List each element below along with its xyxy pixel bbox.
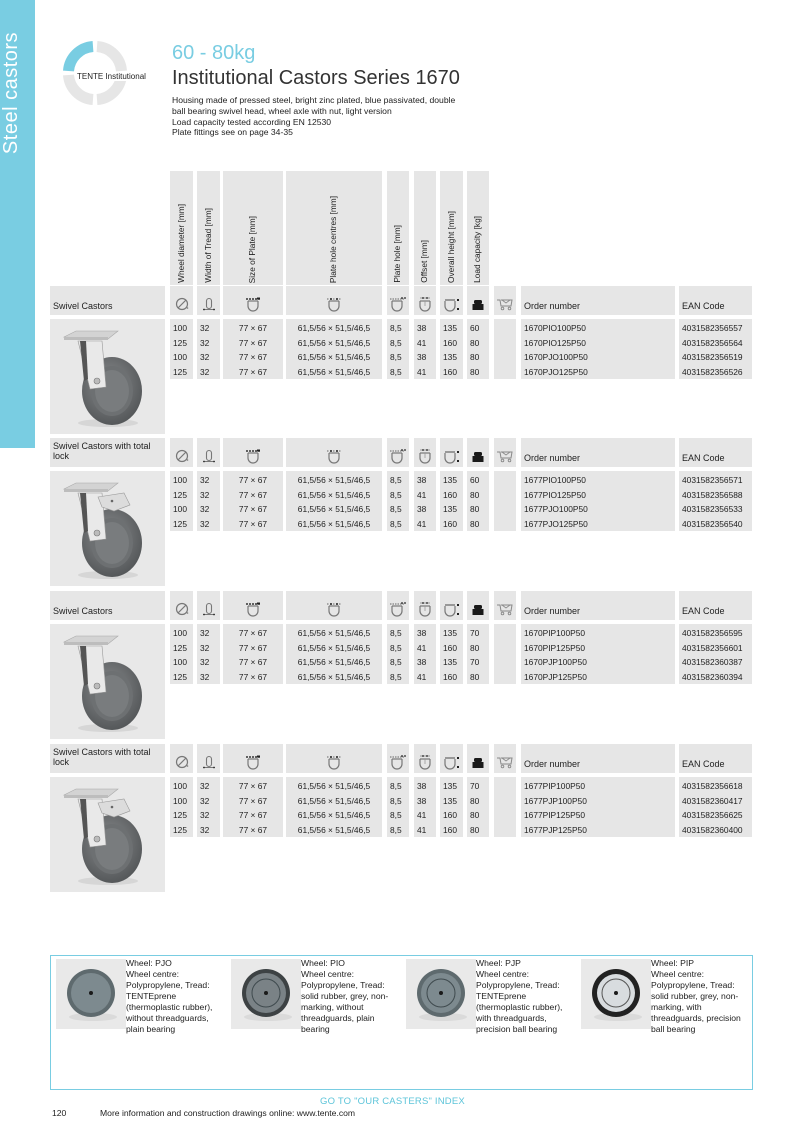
- column-header-label: Plate hole [mm]: [392, 225, 402, 283]
- plate-hole-icon: [389, 296, 407, 316]
- tread-width-value: 32: [200, 337, 210, 348]
- plate-size-value: 77 × 67: [238, 504, 268, 514]
- column-header-label: Plate hole centres [mm]: [328, 195, 338, 283]
- load-capacity-icon: [472, 296, 484, 315]
- plate-hole-value: 8,5: [390, 642, 402, 653]
- wheel-description-line: Polypropylene, Tread:: [126, 980, 210, 990]
- plate-size-value: 77 × 67: [238, 323, 268, 333]
- ean-code-header: EAN Code: [682, 606, 725, 616]
- plate-size-value: 77 × 67: [238, 781, 268, 791]
- wheel-diameter-value: 125: [173, 489, 187, 500]
- plate-hole-value: 8,5: [390, 628, 402, 638]
- goto-casters-index-link[interactable]: GO TO "OUR CASTERS" INDEX: [320, 1096, 465, 1107]
- plate-size-icon: [244, 754, 262, 774]
- wheel-pio-image: [231, 959, 301, 1029]
- wheel-diameter-value: 100: [173, 628, 187, 638]
- wheel-type-label: Wheel: PIO: [301, 958, 345, 968]
- plate-hole-value: 8,5: [390, 518, 402, 529]
- wheel-diameter-value: 125: [173, 518, 187, 529]
- load-capacity-value: 80: [470, 642, 480, 653]
- section-label: Swivel Castors: [53, 301, 113, 311]
- load-capacity-value: 60: [470, 475, 480, 485]
- data-column-cell: [494, 777, 516, 837]
- load-capacity-value: 70: [470, 628, 480, 638]
- offset-value: 38: [417, 795, 427, 806]
- ean-code-header: EAN Code: [682, 301, 725, 311]
- page-title: Institutional Castors Series 1670: [172, 67, 460, 89]
- tread-width-value: 32: [200, 352, 210, 362]
- overall-height-value: 160: [443, 366, 457, 377]
- wheel-diameter-value: 100: [173, 781, 187, 791]
- plate-hole-centres-value: 61,5/56 × 51,5/46,5: [297, 352, 371, 362]
- column-header-label: Offset [mm]: [419, 240, 429, 283]
- wheel-description-line: TENTEprene: [126, 991, 177, 1001]
- order-number-value[interactable]: 1670PIP125P50: [524, 642, 586, 653]
- wheel-description-line: Wheel centre:: [476, 969, 530, 979]
- order-number-value[interactable]: 1670PJO125P50: [524, 366, 588, 377]
- ean-code-header: EAN Code: [682, 759, 725, 769]
- overall-height-value: 135: [443, 795, 457, 806]
- plate-hole-value: 8,5: [390, 352, 402, 362]
- wheel-description-line: Wheel centre:: [301, 969, 355, 979]
- load-capacity-icon: [472, 601, 484, 620]
- plate-hole-value: 8,5: [390, 337, 402, 348]
- plate-hole-value: 8,5: [390, 504, 402, 514]
- plate-hole-value: 8,5: [390, 489, 402, 500]
- plate-hole-centres-value: 61,5/56 × 51,5/46,5: [297, 795, 371, 806]
- tread-width-icon: [202, 601, 216, 620]
- plate-size-value: 77 × 67: [238, 518, 268, 529]
- overall-height-value: 135: [443, 504, 457, 514]
- plate-hole-centres-value: 61,5/56 × 51,5/46,5: [297, 824, 371, 835]
- wheel-description-line: marking, with: [651, 1002, 702, 1012]
- wheel-pjo-image: [56, 959, 126, 1029]
- column-header-label: Size of Plate [mm]: [247, 215, 257, 283]
- column-header-label: Wheel diameter [mm]: [175, 204, 186, 283]
- page-number: 120: [52, 1108, 67, 1118]
- plate-hole-centres-icon: [325, 448, 343, 468]
- wheel-description-line: threadguards, precision: [651, 1013, 741, 1023]
- overall-height-icon: [443, 754, 461, 774]
- wheel-description-line: plain bearing: [126, 1024, 176, 1034]
- column-header-label: Overall height [mm]: [445, 211, 456, 283]
- load-capacity-icon: [472, 754, 484, 773]
- order-number-value[interactable]: 1677PJP125P50: [524, 824, 587, 835]
- section-label: Swivel Castors with total lock: [53, 747, 151, 767]
- order-number-value[interactable]: 1670PJO100P50: [524, 352, 588, 362]
- wheel-description: [126, 958, 236, 1035]
- trolley-icon: [496, 754, 514, 773]
- tread-width-value: 32: [200, 671, 210, 682]
- plate-size-icon: [244, 448, 262, 468]
- plate-size-value: 77 × 67: [238, 642, 268, 653]
- wheel-type-label: Wheel: PJO: [126, 958, 172, 968]
- load-capacity-value: 70: [470, 781, 480, 791]
- overall-height-value: 160: [443, 810, 457, 820]
- wheel-description-line: TENTEprene: [476, 991, 527, 1001]
- plate-hole-value: 8,5: [390, 671, 402, 682]
- order-number-value[interactable]: 1670PIO100P50: [524, 323, 586, 333]
- offset-icon: [417, 296, 433, 316]
- wheel-diameter-value: 100: [173, 504, 187, 514]
- plate-hole-value: 8,5: [390, 810, 402, 820]
- plate-size-value: 77 × 67: [238, 352, 268, 362]
- wheel-diameter-value: 125: [173, 337, 187, 348]
- offset-value: 41: [417, 824, 427, 835]
- load-capacity-value: 80: [470, 795, 480, 806]
- section-label: Swivel Castors: [53, 606, 113, 616]
- wheel-diameter-value: 100: [173, 475, 187, 485]
- order-number-value[interactable]: 1677PJO125P50: [524, 518, 588, 529]
- offset-icon: [417, 601, 433, 621]
- plate-hole-centres-value: 61,5/56 × 51,5/46,5: [297, 657, 371, 667]
- plate-size-value: 77 × 67: [238, 671, 268, 682]
- side-tab-label: Steel castors: [0, 31, 22, 155]
- wheel-description-line: Polypropylene, Tread:: [651, 980, 735, 990]
- tread-width-value: 32: [200, 489, 210, 500]
- trolley-icon: [496, 296, 514, 315]
- weight-range: 60 - 80kg: [172, 42, 256, 64]
- ean-code-header: EAN Code: [682, 453, 725, 463]
- order-number-header: Order number: [524, 606, 581, 616]
- wheel-diameter-value: 100: [173, 352, 187, 362]
- plate-size-icon: [244, 601, 262, 621]
- offset-value: 38: [417, 628, 427, 638]
- plate-size-value: 77 × 67: [238, 366, 268, 377]
- overall-height-value: 160: [443, 518, 457, 529]
- wheel-description-line: (thermoplastic rubber),: [476, 1002, 563, 1012]
- order-number-header: Order number: [524, 301, 581, 311]
- plate-hole-value: 8,5: [390, 795, 402, 806]
- wheel-description-line: ball bearing: [651, 1024, 696, 1034]
- plate-size-icon: [244, 296, 262, 316]
- tread-width-icon: [202, 754, 216, 773]
- ean-code-value: 4031582356588: [682, 489, 743, 500]
- order-number-value[interactable]: 1677PJP100P50: [524, 795, 587, 806]
- section-label: Swivel Castors with total lock: [53, 441, 151, 461]
- ean-code-value: 4031582360394: [682, 671, 743, 682]
- order-number-value[interactable]: 1670PIP100P50: [524, 628, 586, 638]
- data-column-cell: [494, 624, 516, 684]
- load-capacity-value: 80: [470, 366, 480, 377]
- overall-height-value: 135: [443, 323, 457, 333]
- overall-height-value: 135: [443, 352, 457, 362]
- plate-hole-centres-value: 61,5/56 × 51,5/46,5: [297, 475, 371, 485]
- plate-size-value: 77 × 67: [238, 824, 268, 835]
- wheel-description-line: bearing: [301, 1024, 330, 1034]
- tread-width-value: 32: [200, 475, 210, 485]
- description-line: Housing made of pressed steel, bright zinc plated, blue passivated, double: [172, 95, 456, 105]
- order-number-value[interactable]: 1670PJP100P50: [524, 657, 587, 667]
- wheel-diameter-icon: [175, 296, 189, 315]
- plate-hole-centres-value: 61,5/56 × 51,5/46,5: [297, 366, 371, 377]
- overall-height-icon: [443, 448, 461, 468]
- plate-hole-centres-value: 61,5/56 × 51,5/46,5: [297, 337, 371, 348]
- wheel-description-line: (thermoplastic rubber),: [126, 1002, 213, 1012]
- description-line: ball bearing swivel head, wheel axle with nut, light version: [172, 105, 392, 116]
- plate-hole-centres-icon: [325, 296, 343, 316]
- wheel-diameter-icon: [175, 448, 189, 467]
- plate-hole-value: 8,5: [390, 781, 402, 791]
- order-number-header: Order number: [524, 759, 581, 769]
- load-capacity-value: 80: [470, 671, 480, 682]
- order-number-value[interactable]: 1670PIO125P50: [524, 337, 586, 348]
- ean-code-value: 4031582356557: [682, 323, 743, 333]
- tread-width-value: 32: [200, 810, 210, 820]
- offset-value: 38: [417, 352, 427, 362]
- wheel-diameter-icon: [175, 601, 189, 620]
- plate-size-value: 77 × 67: [238, 475, 268, 485]
- plate-hole-centres-icon: [325, 754, 343, 774]
- plate-hole-centres-value: 61,5/56 × 51,5/46,5: [297, 504, 371, 514]
- overall-height-value: 135: [443, 628, 457, 638]
- wheel-diameter-value: 125: [173, 366, 187, 377]
- ean-code-value: 4031582356564: [682, 337, 743, 348]
- tread-width-icon: [202, 448, 216, 467]
- load-capacity-value: 80: [470, 824, 480, 835]
- plate-hole-centres-value: 61,5/56 × 51,5/46,5: [297, 489, 371, 500]
- load-capacity-value: 80: [470, 352, 480, 362]
- wheel-description-line: Wheel centre:: [126, 969, 180, 979]
- tread-width-value: 32: [200, 323, 210, 333]
- wheel-type-label: Wheel: PIP: [651, 958, 694, 968]
- overall-height-value: 160: [443, 671, 457, 682]
- column-header-label: Width of Tread [mm]: [202, 208, 213, 283]
- plate-hole-value: 8,5: [390, 366, 402, 377]
- wheel-description-line: with threadguards,: [476, 1013, 547, 1023]
- footer-info: More information and construction drawings online: www.tente.com: [100, 1108, 356, 1118]
- wheel-description-line: marking, without: [301, 1002, 364, 1012]
- plate-hole-centres-value: 61,5/56 × 51,5/46,5: [297, 781, 371, 791]
- offset-value: 41: [417, 810, 427, 820]
- plate-size-value: 77 × 67: [238, 337, 268, 348]
- ean-code-value: 4031582356601: [682, 642, 743, 653]
- overall-height-value: 135: [443, 475, 457, 485]
- offset-icon: [417, 754, 433, 774]
- plate-hole-value: 8,5: [390, 475, 402, 485]
- offset-value: 41: [417, 671, 427, 682]
- offset-value: 38: [417, 657, 427, 667]
- plate-size-value: 77 × 67: [238, 795, 268, 806]
- plate-size-value: 77 × 67: [238, 657, 268, 667]
- load-capacity-value: 60: [470, 323, 480, 333]
- offset-icon: [417, 448, 433, 468]
- overall-height-icon: [443, 296, 461, 316]
- offset-value: 38: [417, 504, 427, 514]
- offset-value: 41: [417, 337, 427, 348]
- offset-value: 41: [417, 642, 427, 653]
- offset-value: 38: [417, 475, 427, 485]
- ean-code-value: 4031582356618: [682, 781, 743, 791]
- overall-height-value: 135: [443, 657, 457, 667]
- load-capacity-value: 80: [470, 810, 480, 820]
- plate-hole-centres-icon: [325, 601, 343, 621]
- offset-value: 41: [417, 518, 427, 529]
- load-capacity-value: 80: [470, 489, 480, 500]
- data-column-cell: [494, 319, 516, 379]
- side-tab: [0, 0, 35, 448]
- order-number-value[interactable]: 1677PIP100P50: [524, 781, 586, 791]
- wheel-description-line: Polypropylene, Tread:: [476, 980, 560, 990]
- order-number-value[interactable]: 1677PIO100P50: [524, 475, 586, 485]
- wheel-legend: [50, 955, 753, 1090]
- ean-code-value: 4031582356526: [682, 366, 743, 377]
- tread-width-value: 32: [200, 642, 210, 653]
- column-header-label: Load capacity [kg]: [472, 216, 482, 283]
- load-capacity-value: 70: [470, 657, 480, 667]
- tread-width-value: 32: [200, 824, 210, 835]
- load-capacity-value: 80: [470, 518, 480, 529]
- overall-height-value: 160: [443, 642, 457, 653]
- wheel-description-line: solid rubber, grey, non-: [651, 991, 739, 1001]
- wheel-diameter-value: 125: [173, 642, 187, 653]
- overall-height-value: 160: [443, 824, 457, 835]
- description-line: Plate fittings see on page 34-35: [172, 127, 293, 138]
- order-number-value[interactable]: 1677PIP125P50: [524, 810, 586, 820]
- overall-height-value: 135: [443, 781, 457, 791]
- plate-hole-centres-value: 61,5/56 × 51,5/46,5: [297, 671, 371, 682]
- plate-hole-centres-value: 61,5/56 × 51,5/46,5: [297, 323, 371, 333]
- plate-size-value: 77 × 67: [238, 489, 268, 500]
- order-number-value[interactable]: 1670PJP125P50: [524, 671, 587, 682]
- tread-width-value: 32: [200, 504, 210, 514]
- overall-height-value: 160: [443, 489, 457, 500]
- tread-width-value: 32: [200, 628, 210, 638]
- offset-value: 38: [417, 323, 427, 333]
- castor-with-lock-image: [50, 777, 165, 892]
- wheel-diameter-value: 100: [173, 795, 187, 806]
- plate-hole-centres-value: 61,5/56 × 51,5/46,5: [297, 810, 371, 820]
- order-number-value[interactable]: 1677PIO125P50: [524, 489, 586, 500]
- load-capacity-value: 80: [470, 504, 480, 514]
- tread-width-value: 32: [200, 366, 210, 377]
- wheel-diameter-value: 125: [173, 810, 187, 820]
- order-number-header: Order number: [524, 453, 581, 463]
- ean-code-value: 4031582356533: [682, 504, 743, 514]
- offset-value: 41: [417, 489, 427, 500]
- wheel-diameter-value: 100: [173, 323, 187, 333]
- ean-code-value: 4031582356595: [682, 628, 743, 638]
- series-description: [172, 95, 492, 138]
- logo-label: TENTE Institutional: [77, 72, 146, 81]
- tread-width-value: 32: [200, 795, 210, 806]
- offset-value: 41: [417, 366, 427, 377]
- plate-hole-centres-value: 61,5/56 × 51,5/46,5: [297, 642, 371, 653]
- castor-with-lock-image: [50, 471, 165, 586]
- wheel-description: [301, 958, 411, 1035]
- wheel-description-line: Polypropylene, Tread:: [301, 980, 385, 990]
- wheel-description-line: solid rubber, grey, non-: [301, 991, 389, 1001]
- overall-height-icon: [443, 601, 461, 621]
- load-capacity-value: 80: [470, 337, 480, 348]
- wheel-pip-image: [581, 959, 651, 1029]
- trolley-icon: [496, 448, 514, 467]
- ean-code-value: 4031582356625: [682, 810, 743, 820]
- plate-size-value: 77 × 67: [238, 628, 268, 638]
- wheel-description-line: without threadguards,: [126, 1013, 209, 1023]
- swivel-castor-image: [50, 624, 165, 739]
- plate-hole-value: 8,5: [390, 657, 402, 667]
- wheel-pjp-image: [406, 959, 476, 1029]
- load-capacity-icon: [472, 448, 484, 467]
- plate-hole-icon: [389, 601, 407, 621]
- ean-code-value: 4031582360400: [682, 824, 743, 835]
- wheel-diameter-value: 100: [173, 657, 187, 667]
- trolley-icon: [496, 601, 514, 620]
- wheel-diameter-icon: [175, 754, 189, 773]
- wheel-description: [476, 958, 586, 1035]
- description-line: Load capacity tested according EN 12530: [172, 116, 332, 127]
- plate-hole-icon: [389, 754, 407, 774]
- wheel-type-label: Wheel: PJP: [476, 958, 521, 968]
- plate-hole-value: 8,5: [390, 323, 402, 333]
- ean-code-value: 4031582356571: [682, 475, 743, 485]
- wheel-description-line: Wheel centre:: [651, 969, 705, 979]
- wheel-diameter-value: 125: [173, 671, 187, 682]
- wheel-diameter-value: 125: [173, 824, 187, 835]
- ean-code-value: 4031582360387: [682, 657, 743, 667]
- ean-code-value: 4031582356540: [682, 518, 743, 529]
- swivel-castor-image: [50, 319, 165, 434]
- wheel-description: [651, 958, 761, 1035]
- data-column-cell: [494, 471, 516, 531]
- plate-hole-value: 8,5: [390, 824, 402, 835]
- tread-width-value: 32: [200, 781, 210, 791]
- ean-code-value: 4031582356519: [682, 352, 743, 362]
- order-number-value[interactable]: 1677PJO100P50: [524, 504, 588, 514]
- plate-size-value: 77 × 67: [238, 810, 268, 820]
- wheel-description-line: precision ball bearing: [476, 1024, 558, 1034]
- plate-hole-centres-value: 61,5/56 × 51,5/46,5: [297, 518, 371, 529]
- ean-code-value: 4031582360417: [682, 795, 743, 806]
- wheel-description-line: threadguards, plain: [301, 1013, 375, 1023]
- plate-hole-centres-value: 61,5/56 × 51,5/46,5: [297, 628, 371, 638]
- plate-hole-icon: [389, 448, 407, 468]
- overall-height-value: 160: [443, 337, 457, 348]
- offset-value: 38: [417, 781, 427, 791]
- tread-width-value: 32: [200, 518, 210, 529]
- tread-width-value: 32: [200, 657, 210, 667]
- tread-width-icon: [202, 296, 216, 315]
